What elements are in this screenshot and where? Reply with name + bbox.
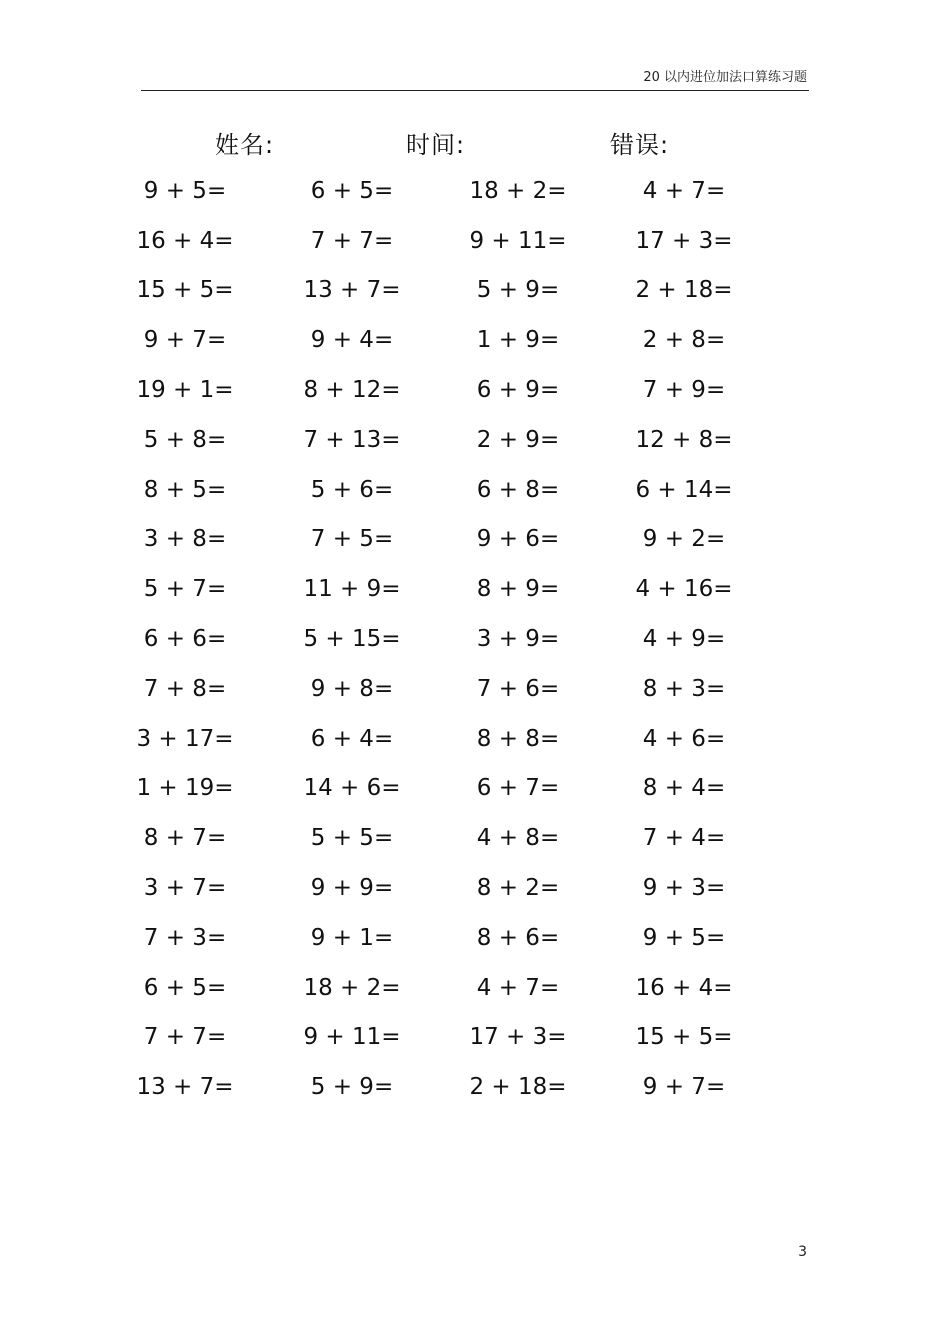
problem-row: [0, 664, 950, 714]
problem-item: 9 + 2=: [642, 526, 726, 553]
problem-item: 7 + 13=: [303, 426, 401, 453]
problem-row: [0, 963, 950, 1013]
problem-item: 8 + 3=: [642, 675, 726, 702]
problem-row: [0, 614, 950, 664]
problem-item: 7 + 3=: [143, 924, 227, 951]
problem-item: 13 + 7=: [136, 1074, 234, 1101]
problem-item: 5 + 8=: [143, 426, 227, 453]
problem-row: [0, 166, 950, 216]
time-label: 时间:: [406, 131, 466, 159]
problem-item: 5 + 5=: [310, 825, 394, 852]
problem-item: 3 + 7=: [143, 875, 227, 902]
problem-row: [0, 465, 950, 515]
problem-row: [0, 415, 950, 465]
problem-item: 9 + 7=: [642, 1074, 726, 1101]
problem-row: [0, 365, 950, 415]
problem-item: 7 + 4=: [642, 825, 726, 852]
problem-item: 2 + 18=: [469, 1074, 567, 1101]
problem-item: 11 + 9=: [303, 576, 401, 603]
problem-item: 6 + 6=: [143, 626, 227, 653]
problem-item: 9 + 5=: [143, 177, 227, 204]
problem-item: 4 + 8=: [476, 825, 560, 852]
problem-item: 9 + 6=: [476, 526, 560, 553]
problem-item: 2 + 18=: [635, 277, 733, 304]
problem-item: 6 + 7=: [476, 775, 560, 802]
problem-row: [0, 863, 950, 913]
problem-item: 6 + 4=: [310, 725, 394, 752]
problem-item: 2 + 9=: [476, 426, 560, 453]
problem-item: 8 + 5=: [143, 476, 227, 503]
problem-row: [0, 913, 950, 963]
problem-item: 4 + 6=: [642, 725, 726, 752]
problem-item: 9 + 11=: [469, 227, 567, 254]
problem-item: 13 + 7=: [303, 277, 401, 304]
problem-item: 5 + 6=: [310, 476, 394, 503]
problem-row: [0, 764, 950, 814]
problem-row: [0, 813, 950, 863]
problem-grid: [0, 166, 950, 1112]
problem-item: 16 + 4=: [635, 974, 733, 1001]
problem-item: 17 + 3=: [635, 227, 733, 254]
problem-item: 8 + 8=: [476, 725, 560, 752]
problem-item: 4 + 7=: [642, 177, 726, 204]
problem-item: 15 + 5=: [136, 277, 234, 304]
problem-item: 17 + 3=: [469, 1024, 567, 1051]
problem-item: 15 + 5=: [635, 1024, 733, 1051]
problem-item: 8 + 2=: [476, 875, 560, 902]
problem-item: 7 + 8=: [143, 675, 227, 702]
problem-item: 1 + 9=: [476, 327, 560, 354]
problem-row: [0, 564, 950, 614]
problem-item: 9 + 4=: [310, 327, 394, 354]
problem-item: 16 + 4=: [136, 227, 234, 254]
problem-item: 3 + 9=: [476, 626, 560, 653]
problem-item: 9 + 11=: [303, 1024, 401, 1051]
problem-item: 9 + 7=: [143, 327, 227, 354]
problem-item: 5 + 9=: [310, 1074, 394, 1101]
problem-item: 6 + 5=: [310, 177, 394, 204]
problem-row: [0, 266, 950, 316]
problem-row: [0, 1062, 950, 1112]
problem-item: 5 + 9=: [476, 277, 560, 304]
problem-item: 9 + 8=: [310, 675, 394, 702]
problem-item: 4 + 9=: [642, 626, 726, 653]
problem-item: 8 + 6=: [476, 924, 560, 951]
problem-row: [0, 714, 950, 764]
problem-item: 2 + 8=: [642, 327, 726, 354]
problem-row: [0, 515, 950, 565]
errors-label: 错误:: [610, 131, 670, 159]
problem-item: 7 + 6=: [476, 675, 560, 702]
problem-item: 9 + 1=: [310, 924, 394, 951]
problem-item: 18 + 2=: [469, 177, 567, 204]
problem-row: [0, 1013, 950, 1063]
problem-item: 5 + 15=: [303, 626, 401, 653]
problem-item: 3 + 17=: [136, 725, 234, 752]
problem-row: [0, 315, 950, 365]
problem-item: 12 + 8=: [635, 426, 733, 453]
header-title: 20 以内进位加法口算练习题: [643, 70, 807, 85]
problem-item: 8 + 4=: [642, 775, 726, 802]
problem-item: 1 + 19=: [136, 775, 234, 802]
problem-item: 6 + 5=: [143, 974, 227, 1001]
problem-item: 6 + 14=: [635, 476, 733, 503]
problem-item: 7 + 9=: [642, 377, 726, 404]
name-label: 姓名:: [215, 131, 275, 159]
problem-item: 7 + 7=: [310, 227, 394, 254]
problem-item: 9 + 3=: [642, 875, 726, 902]
page-header: [141, 62, 809, 91]
problem-item: 6 + 8=: [476, 476, 560, 503]
problem-item: 8 + 7=: [143, 825, 227, 852]
problem-item: 4 + 7=: [476, 974, 560, 1001]
problem-item: 19 + 1=: [136, 377, 234, 404]
problem-item: 8 + 9=: [476, 576, 560, 603]
problem-item: 7 + 7=: [143, 1024, 227, 1051]
problem-item: 9 + 5=: [642, 924, 726, 951]
problem-item: 3 + 8=: [143, 526, 227, 553]
problem-row: [0, 216, 950, 266]
problem-item: 6 + 9=: [476, 377, 560, 404]
problem-item: 8 + 12=: [303, 377, 401, 404]
page-number: 3: [798, 1244, 807, 1260]
problem-item: 9 + 9=: [310, 875, 394, 902]
problem-item: 4 + 16=: [635, 576, 733, 603]
problem-item: 5 + 7=: [143, 576, 227, 603]
problem-item: 7 + 5=: [310, 526, 394, 553]
problem-item: 18 + 2=: [303, 974, 401, 1001]
problem-item: 14 + 6=: [303, 775, 401, 802]
